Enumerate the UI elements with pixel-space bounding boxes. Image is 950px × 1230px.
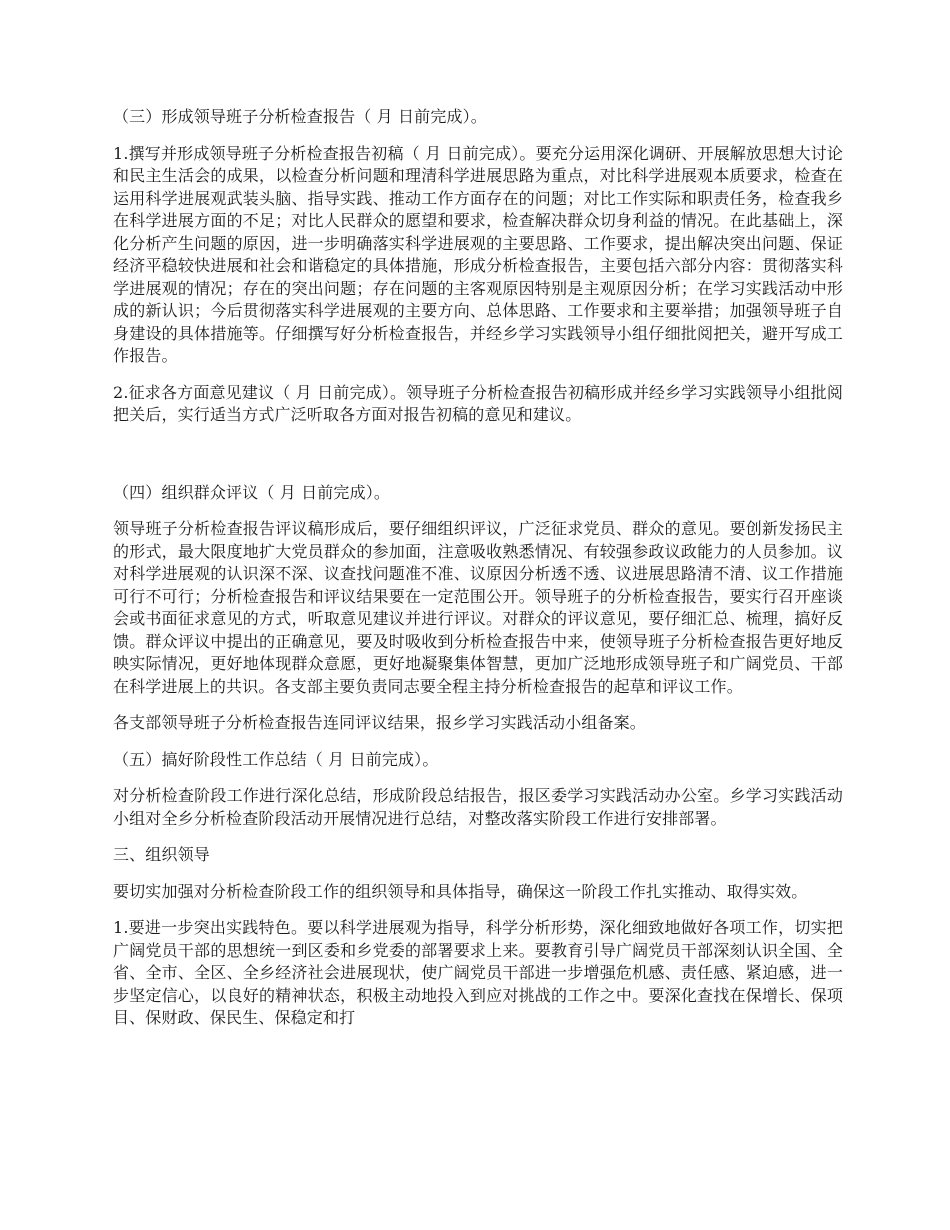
paragraph-mass-evaluation: 领导班子分析检查报告评议稿形成后，要仔细组织评议，广泛征求党员、群众的意见。要创新发扬民主的形式，最大限度地扩大党员群众的参加面，注意吸收熟悉情况、有较强参政议政能力的人员参加。议对科学进展观的认识深不深、议查找问题准不准、议原因分析透不透、议进展思路清不清、议工作措施可行不可行；分析检查报告和评议结果要在一定范围公开。领导班子的分析检查报告，要实行召开座谈会或书面征求意见的方式，听取意见建议并进行评议。对群众的评议意见，要仔细汇总、梳理，搞好反馈。群众评议中提出的正确意见，要及时吸收到分析检查报告中来，使领导班子分析检查报告更好地反映实际情况，更好地体现群众意愿，更好地凝聚集体智慧，更加广泛地形成领导班子和广阔党员、干部在科学进展上的共识。各支部主要负责同志要全程主持分析检查报告的起草和评议工作。 <box>113 519 843 696</box>
paragraph-leadership: 要切实加强对分析检查阶段工作的组织领导和具体指导，确保这一阶段工作扎实推动、取得实效。 <box>113 881 808 901</box>
section-heading-four: （四）组织群众评议（ 月 日前完成）。 <box>113 482 391 502</box>
paragraph-stage-summary: 对分析检查阶段工作进行深化总结，形成阶段总结报告，报区委学习实践活动办公室。乡学习实践活动小组对全乡分析检查阶段活动开展情况进行总结，对整改落实阶段工作进行安排部署。 <box>113 786 843 828</box>
paragraph-filing: 各支部领导班子分析检查报告连同评议结果，报乡学习实践活动小组备案。 <box>113 713 646 732</box>
document-body <box>113 106 843 1030</box>
paragraph-draft-report: 1.撰写并形成领导班子分析检查报告初稿（ 月 日前完成）。要充分运用深化调研、开展解放思想大讨论和民主生活会的成果，以检查分析问题和理清科学进展思路为重点，对比科学进展观本质要求，检查在运用科学进展观武装头脑、指导实践、推动工作方面存在的问题；对比工作实际和职责任务，检查我乡在科学进展方面的不足；对比人民群众的愿望和要求，检查解决群众切身利益的情况。在此基础上，深化分析产生问题的原因，进一步明确落实科学进展观的主要思路、工作要求，提出解决突出问题、保证经济平稳较快进展和社会和谐稳定的具体措施，形成分析检查报告，主要包括六部分内容：贯彻落实科学进展观的情况；存在的突出问题；存在问题的主客观原因特别是主观原因分析；在学习实践活动中形成的新认识；今后贯彻落实科学进展观的主要方向、总体思路、工作要求和主要举措；加强领导班子自身建设的具体措施等。仔细撰写好分析检查报告，并经乡学习实践领导小组仔细批阅把关，避开写成工作报告。 <box>113 143 843 365</box>
section-heading-three: （三）形成领导班子分析检查报告（ 月 日前完成）。 <box>113 107 487 126</box>
section-heading-organization: 三、组织领导 <box>113 845 210 864</box>
paragraph-solicit-opinions: 2.征求各方面意见建议（ 月 日前完成）。领导班子分析检查报告初稿形成并经乡学习实践领导小组批阅把关后，实行适当方式广泛听取各方面对报告初稿的意见和建议。 <box>113 382 843 424</box>
section-heading-five: （五）搞好阶段性工作总结（ 月 日前完成）。 <box>113 749 439 769</box>
paragraph-practice-features: 1.要进一步突出实践特色。要以科学进展观为指导，科学分析形势，深化细致地做好各项工作，切实把广阔党员干部的思想统一到区委和乡党委的部署要求上来。要教育引导广阔党员干部深刻认识全国、全省、全市、全区、全乡经济社会进展现状，使广阔党员干部进一步增强危机感、责任感、紧迫感，进一步坚定信心，以良好的精神状态，积极主动地投入到应对挑战的工作之中。要深化查找在保增长、保项目、保财政、保民生、保稳定和打 <box>113 918 843 1027</box>
